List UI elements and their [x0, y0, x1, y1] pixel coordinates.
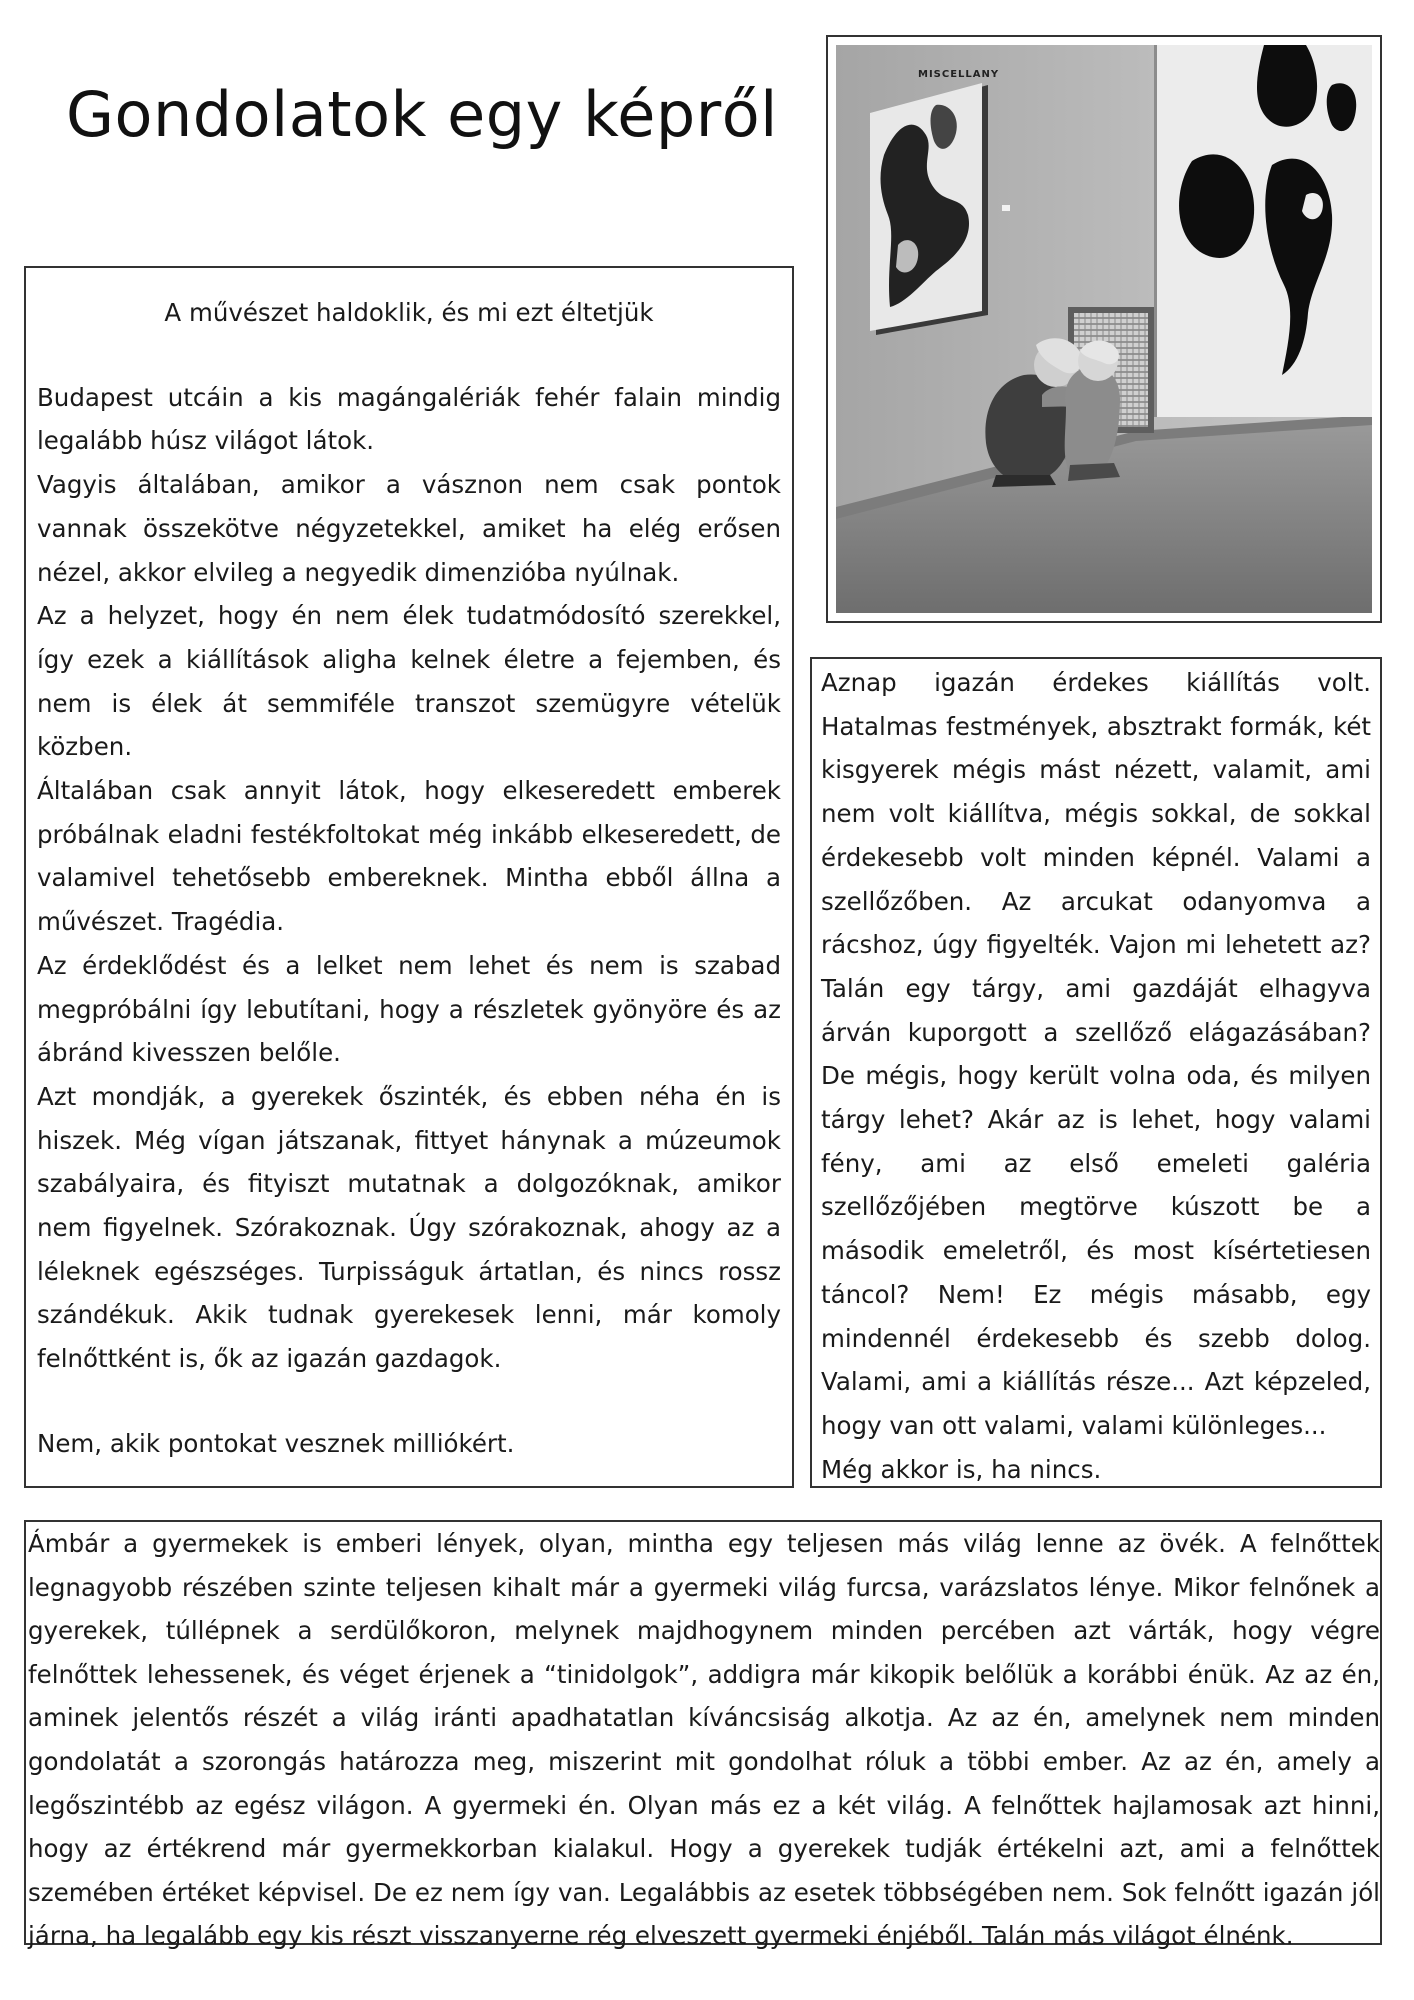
gallery-photo-illustration: [836, 45, 1372, 613]
page-title: Gondolatok egy képről: [66, 78, 778, 151]
left-paragraph: Vagyis általában, amikor a vásznon nem csak pontok vannak összekötve négyzetekkel, amiket ha elég erősen nézel, akkor elvileg a negyedik dimenzióba nyúlnak.: [37, 470, 781, 587]
right-paragraph: Aznap igazán érdekes kiállítás volt. Hatalmas festmények, absztrakt formák, két kisgyerek mégis mást nézett, valamit, ami nem volt kiállítva, mégis sokkal, de sokkal érdekesebb volt minden képnél. Valami a szellőzőben. Az arcukat odanyomva a rácshoz, úgy figyelték. Vajon mi lehetett az? Talán egy tárgy, ami gazdáját elhagyva árván kuporgott a szellőző elágazásában? De mégis, hogy került volna oda, és milyen tárgy lehet? Akár az is lehet, hogy valami fény, ami az első emeleti galéria szellőzőjében megtörve kúszott be a második emeletről, és most kísértetiesen táncol? Nem! Ez mégis másabb, egy mindennél érdekesebb és szebb dolog. Valami, ami a kiállítás része... Azt képzeled, hogy van ott valami, valami különleges...: [821, 668, 1371, 1440]
left-closing-line: Nem, akik pontokat vesznek milliókért.: [37, 1428, 515, 1458]
right-paragraph: Még akkor is, ha nincs.: [821, 1454, 1102, 1484]
spacer: [37, 1381, 781, 1422]
left-text-box: [24, 266, 794, 1488]
right-text-box: [810, 657, 1382, 1488]
left-paragraph: Azt mondják, a gyerekek őszinték, és ebben néha én is hiszek. Még vígan játszanak, fittyet hánynak a múzeumok szabályaira, és fityiszt mutatnak a dolgozóknak, amikor nem figyelnek. Szórakoznak. Úgy szórakoznak, ahogy az a léleknek egészséges. Turpisságuk ártatlan, és nincs rossz szándékuk. Akik tudnak gyerekesek lenni, már komoly felnőttként is, ők az igazán gazdagok.: [37, 1081, 781, 1374]
left-paragraph: Az a helyzet, hogy én nem élek tudatmódosító szerekkel, így ezek a kiállítások aligha kelnek életre a fejemben, és nem is élek át semmiféle transzot szemügyre vételük közben.: [37, 601, 781, 762]
photo-frame: [826, 35, 1382, 623]
spacer: [37, 335, 781, 376]
gallery-photo: [836, 45, 1372, 613]
large-painting-blob: [1257, 45, 1317, 127]
left-paragraph: Budapest utcáin a kis magángalériák fehér falain mindig legalább húsz világot látok.: [37, 382, 781, 456]
left-box-heading: A művészet haldoklik, és mi ezt éltetjük: [164, 298, 654, 327]
left-paragraph: Általában csak annyit látok, hogy elkeseredett emberek próbálnak eladni festékfoltokat még inkább elkeseredett, de valamivel tehetősebb embereknek. Mintha ebből állna a művészet. Tragédia.: [37, 776, 781, 937]
bottom-paragraph: Ámbár a gyermekek is emberi lények, olyan, mintha egy teljesen más világ lenne az övék. A felnőttek legnagyobb részében szinte teljesen kihalt már a gyermeki világ furcsa, varázslatos lénye. Mikor felnőnek a gyerekek, túllépnek a serdülőkoron, melynek majdhogynem minden percében azt várták, hogy végre felnőttek lehessenek, és véget érjenek a “tinidolgok”, addigra már kikopik belőlük a korábbi énük. Az az én, aminek jelentős részét a világ iránti apadhatatlan kíváncsiság alkotja. Az az én, amelynek nem minden gondolatát a szorongás határozza meg, miszerint mit gondolhat róluk a többi ember. Az az én, amely a legőszintébb az egész világon. A gyermeki én. Olyan más ez a két világ. A felnőttek hajlamosak azt hinni, hogy az értékrend már gyermekkorban kialakul. Hogy a gyerekek tudják értékelni azt, ami a felnőttek szemében értéket képvisel. De ez nem így van. Legalábbis az esetek többségében nem. Sok felnőtt igazán jól járna, ha legalább egy kis részt visszanyerne rég elveszett gyermeki énjéből. Talán más világot élnénk.: [28, 1529, 1380, 1951]
wall-label: [1002, 205, 1010, 211]
left-paragraph: Az érdeklődést és a lelket nem lehet és nem is szabad megpróbálni így lebutítani, hogy a részletek gyönyöre és az ábránd kivesszen belőle.: [37, 950, 781, 1068]
large-painting-edge: [1154, 45, 1157, 417]
bottom-text-box: [24, 1520, 1382, 1951]
gallery-sign: MISCELLANY: [918, 69, 1000, 80]
